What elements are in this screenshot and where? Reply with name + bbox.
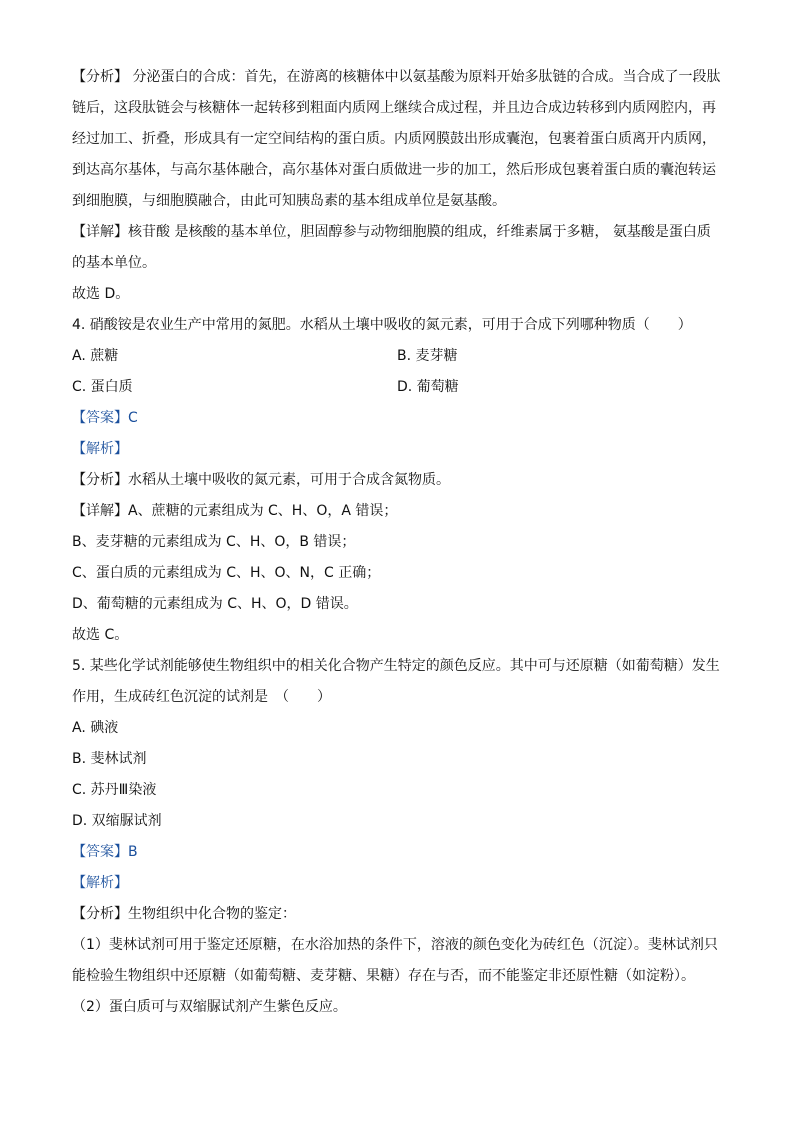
q4-options-row	[72, 372, 724, 403]
q5-analysis: 【分析】生物组织中化合物的鉴定：	[72, 906, 296, 922]
q4-option-a: A. 蔗糖	[72, 348, 119, 364]
q5-explain-tag: 【解析】	[72, 875, 128, 891]
q3-analysis-line: 经过加工、折叠，形成具有一定空间结构的蛋白质。内质网膜鼓出形成囊泡，包裹着蛋白质离开内质网，	[72, 131, 716, 147]
q4-conclusion: 故选 C。	[72, 627, 129, 643]
q3-analysis-line: 【分析】 分泌蛋白的合成：首先，在游离的核糖体中以氨基酸为原料开始多肽链的合成。当合成了一段肽	[72, 69, 721, 85]
q4-option-c: C. 蛋白质	[72, 379, 133, 395]
q4-detail-line: C、蛋白质的元素组成为 C、H、O、N，C 正确；	[72, 565, 381, 581]
q5-stem-line: 作用，生成砖红色沉淀的试剂是 （ ）	[72, 689, 331, 705]
q3-detail-line: 【详解】核苷酸 是核酸的基本单位，胆固醇参与动物细胞膜的组成，纤维素属于多糖， 氨基酸是蛋白质	[72, 224, 711, 240]
q5-point-line: （1）斐林试剂可用于鉴定还原糖，在水浴加热的条件下，溶液的颜色变化为砖红色（沉淀）。斐林试剂只	[72, 937, 718, 953]
q4-detail-line: D、葡萄糖的元素组成为 C、H、O，D 错误。	[72, 596, 358, 612]
q4-option-d: D. 葡萄糖	[397, 379, 459, 395]
q5-point-line: （2）蛋白质可与双缩脲试剂产生紫色反应。	[72, 999, 347, 1015]
q4-analysis: 【分析】水稻从土壤中吸收的氮元素，可用于合成含氮物质。	[72, 472, 450, 488]
q4-option-b: B. 麦芽糖	[397, 348, 458, 364]
q4-answer: 【答案】C	[72, 410, 138, 426]
q5-option-c: C. 苏丹Ⅲ染液	[72, 782, 157, 798]
q5-answer: 【答案】B	[72, 844, 138, 860]
q5-point-line: 能检验生物组织中还原糖（如葡萄糖、麦芽糖、果糖）存在与否，而不能鉴定非还原性糖（如淀粉）。	[72, 968, 695, 984]
q3-detail-line: 的基本单位。	[72, 255, 156, 271]
document-page	[72, 62, 724, 1023]
q4-stem: 4. 硝酸铵是农业生产中常用的氮肥。水稻从土壤中吸收的氮元素，可用于合成下列哪种物质（ ）	[72, 317, 692, 333]
q3-analysis-line: 链后，这段肽链会与核糖体一起转移到粗面内质网上继续合成过程，并且边合成边转移到内质网腔内，再	[72, 100, 716, 116]
q5-option-d: D. 双缩脲试剂	[72, 813, 162, 829]
q4-detail-line: B、麦芽糖的元素组成为 C、H、O，B 错误；	[72, 534, 356, 550]
q5-option-a: A. 碘液	[72, 720, 119, 736]
q5-option-b: B. 斐林试剂	[72, 751, 147, 767]
q4-detail-line: 【详解】A、蔗糖的元素组成为 C、H、O，A 错误；	[72, 503, 398, 519]
q4-explain-tag: 【解析】	[72, 441, 128, 457]
q5-stem-line: 5. 某些化学试剂能够使生物组织中的相关化合物产生特定的颜色反应。其中可与还原糖（如葡萄糖）发生	[72, 658, 720, 674]
q4-options-row	[72, 341, 724, 372]
q3-analysis-line: 到达高尔基体，与高尔基体融合，高尔基体对蛋白质做进一步的加工，然后形成包裹着蛋白质的囊泡转运	[72, 162, 716, 178]
q3-analysis-line: 到细胞膜，与细胞膜融合，由此可知胰岛素的基本组成单位是氨基酸。	[72, 193, 506, 209]
q3-conclusion: 故选 D。	[72, 286, 130, 302]
